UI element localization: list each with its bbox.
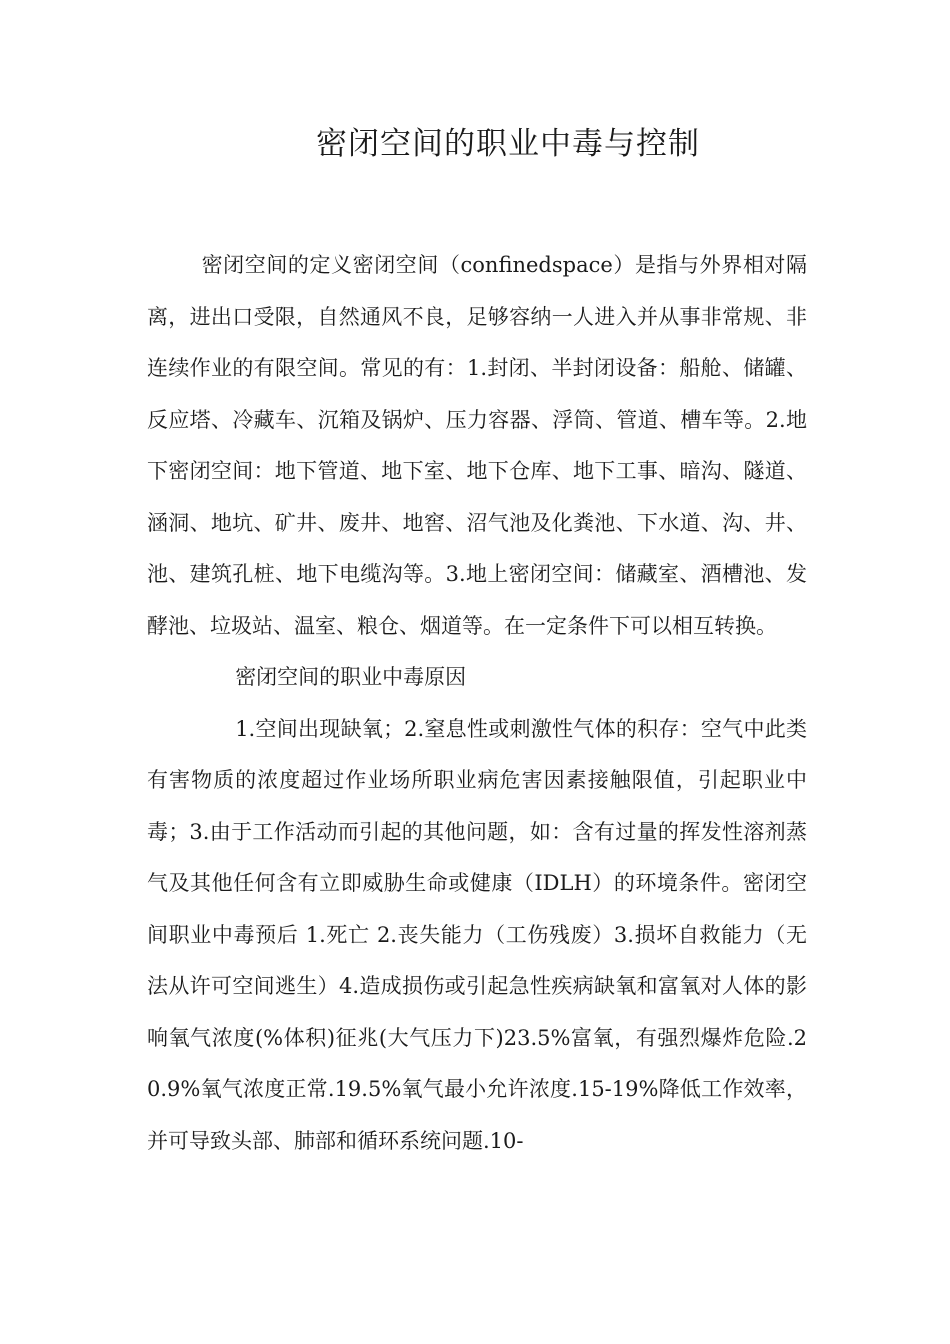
- paragraph-causes: 1.空间出现缺氧；2.窒息性或刺激性气体的积存：空气中此类有害物质的浓度超过作业场所职业病危害因素接触限值，引起职业中毒；3.由于工作活动而引起的其他问题，如：含有过量的挥发性溶剂蒸气及其他任何含有立即威胁生命或健康（IDLH）的环境条件。密闭空间职业中毒预后 1.死亡 2.丧失能力（工伤残废）3.损坏自救能力（无法从许可空间逃生）4.造成损伤或引起急性疾病缺氧和富氧对人体的影响氧气浓度(%体积)征兆(大气压力下)23.5%富氧，有强烈爆炸危险.20.9%氧气浓度正常.19.5%氧气最小允许浓度.15-19%降低工作效率，并可导致头部、肺部和循环系统问题.10-: [147, 716, 807, 1153]
- document-title: 密闭空间的职业中毒与控制: [316, 126, 700, 162]
- paragraph-heading-causes: 密闭空间的职业中毒原因: [235, 665, 467, 689]
- document-body: [147, 240, 807, 1167]
- paragraph-definition: 密闭空间的定义密闭空间（confinedspace）是指与外界相对隔离，进出口受限，自然通风不良，足够容纳一人进入并从事非常规、非连续作业的有限空间。常见的有：1.封闭、半封闭设备：船舱、储罐、反应塔、冷藏车、沉箱及锅炉、压力容器、浮筒、管道、槽车等。2.地下密闭空间：地下管道、地下室、地下仓库、地下工事、暗沟、隧道、涵洞、地坑、矿井、废井、地窖、沼气池及化粪池、下水道、沟、井、池、建筑孔桩、地下电缆沟等。3.地上密闭空间：储藏室、酒槽池、发酵池、垃圾站、温室、粮仓、烟道等。在一定条件下可以相互转换。: [147, 253, 807, 638]
